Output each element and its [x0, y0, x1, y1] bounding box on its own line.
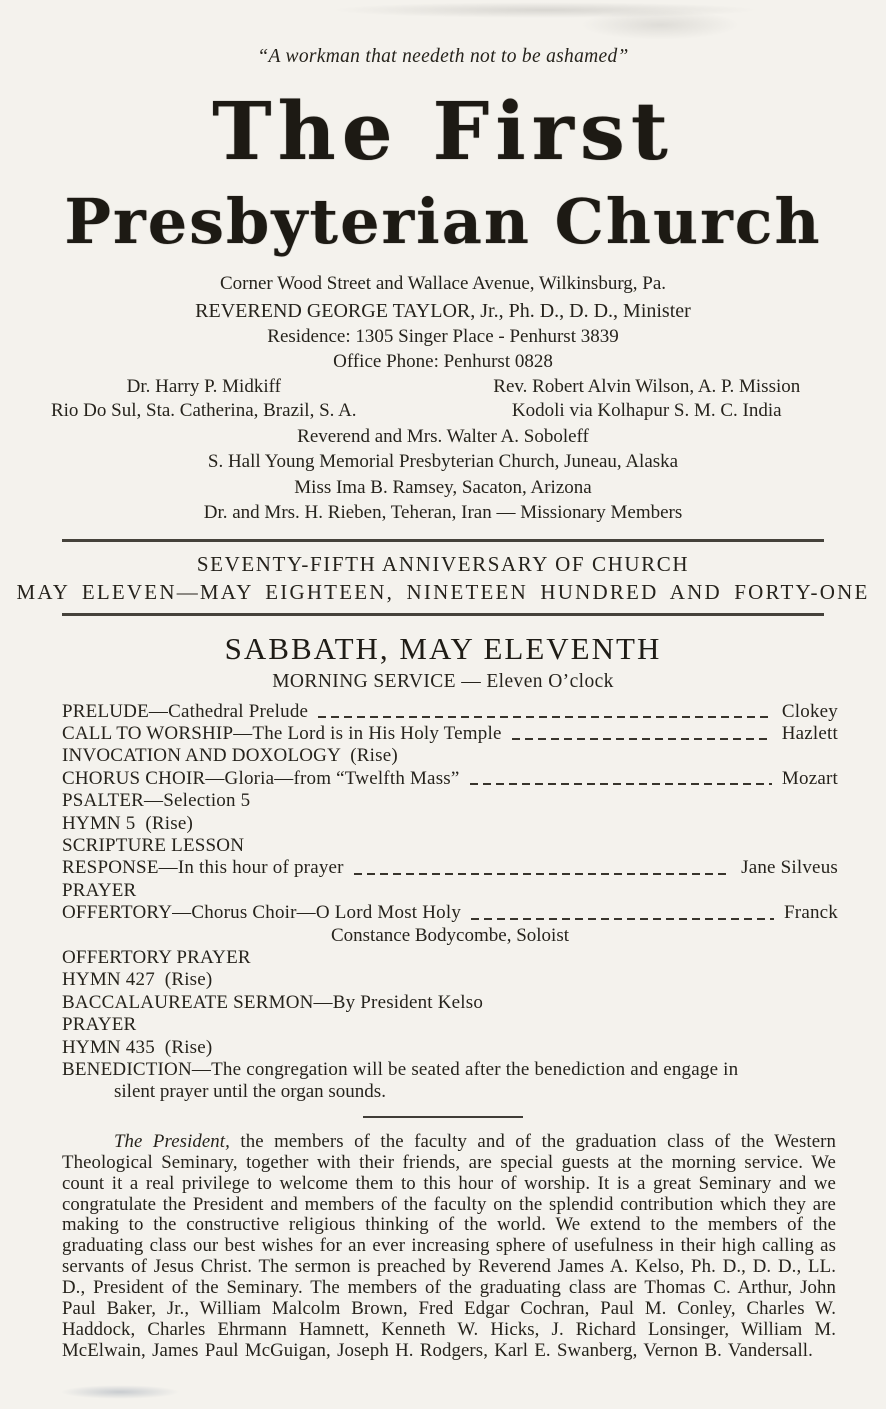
missionary-line: Dr. and Mrs. H. Rieben, Teheran, Iran — Missionary Members [203, 502, 683, 523]
horizontal-rule-top [62, 539, 824, 542]
service-item-label: HYMN 435 (Rise) [62, 1036, 213, 1058]
service-item-label: OFFERTORY PRAYER [62, 946, 251, 968]
dashed-leader [470, 783, 772, 785]
service-item-label: PRAYER [62, 1014, 137, 1036]
missionary-name: Dr. Harry P. Midkiff [126, 375, 281, 397]
service-item-credit: Hazlett [781, 722, 838, 744]
dashed-leader [512, 738, 772, 740]
missionary-columns [0, 375, 886, 424]
church-info [0, 271, 886, 374]
service-item [62, 1014, 838, 1036]
office-phone-line: Office Phone: Penhurst 0828 [333, 350, 553, 372]
anniversary-banner [0, 551, 886, 607]
service-item-label: PRAYER [62, 879, 137, 901]
benediction-wrap-line: silent prayer until the organ sounds. [114, 1081, 386, 1103]
anniversary-line2: MAY ELEVEN—MAY EIGHTEEN, NINETEEN HUNDRED AND FORTY-ONE [16, 579, 870, 604]
section-divider [363, 1116, 523, 1118]
dashed-leader [354, 873, 731, 875]
service-item [62, 1037, 838, 1059]
missionary-line: Reverend and Mrs. Walter A. Soboleff [297, 425, 589, 447]
service-item-label: RESPONSE—In this hour of prayer [62, 857, 344, 879]
missionary-name: Rev. Robert Alvin Wilson, A. P. Mission [493, 375, 801, 397]
minister-line: REVEREND GEORGE TAYLOR, Jr., Ph. D., D. D., Minister [195, 299, 691, 322]
missionary-line: S. Hall Young Memorial Presbyterian Church, Juneau, Alaska [207, 451, 679, 472]
service-item [62, 835, 838, 857]
service-item-label: HYMN 427 (Rise) [62, 969, 213, 991]
service-item [62, 790, 838, 812]
service-item-label: OFFERTORY—Chorus Choir—O Lord Most Holy [62, 902, 462, 924]
service-item [62, 745, 838, 767]
service-item [62, 768, 838, 790]
service-item-credit: Franck [784, 902, 838, 924]
dashed-leader [318, 716, 772, 718]
missionary-centered-list [0, 424, 886, 526]
service-day-heading: SABBATH, MAY ELEVENTH [224, 630, 662, 666]
service-item [62, 992, 838, 1014]
announcement-body: the members of the faculty and of the graduation class of the Western Theological Seminary, together with their friends, are special guests at the morning service. We count it a real privilege to welcome them to this hour of worship. It is a great Seminary and we congratulate the President and members of the faculty on the splendid contribution which they are making to the constructive religious thinking of the world. We extend to the members of the graduating class our best wishes for an ever increasing sphere of usefulness in their high calling as servants of Jesus Christ. The sermon is preached by Reverend James A. Kelso, Ph. D., D. D., LL. D., President of the Seminary. The members of the graduating class are Thomas C. Arthur, John Paul Baker, Jr., William Malcolm Brown, Fred Edgar Cochran, Paul M. Conley, Charles W. Haddock, Charles Ehrmann Hamnett, Kenneth W. Hicks, J. Richard Lonsinger, William M. McElwain, James Paul McGuigan, Joseph H. Rodgers, Karl E. Swanberg, Vernon B. Vandersall. [62, 1130, 837, 1361]
service-item-label: SCRIPTURE LESSON [62, 834, 245, 856]
service-item [62, 1059, 838, 1081]
soloist-line: Constance Bodycombe, Soloist [330, 924, 569, 946]
service-item-label: BENEDICTION—The congregation will be seated after the benediction and engage in [62, 1059, 739, 1080]
missionary-column-left [0, 375, 408, 424]
service-item-credit: Mozart [781, 767, 838, 789]
motto-quote: “A workman that needeth not to be ashamed” [257, 46, 629, 67]
scan-smudge [60, 1385, 180, 1399]
service-item-label: BACCALAUREATE SERMON—By President Kelso [62, 991, 484, 1013]
service-item [62, 969, 838, 991]
service-item [62, 723, 838, 745]
service-item-label: CALL TO WORSHIP—The Lord is in His Holy Temple [62, 722, 502, 744]
anniversary-line1: SEVENTY-FIFTH ANNIVERSARY OF CHURCH [196, 551, 690, 576]
service-item [62, 880, 838, 902]
service-item [62, 902, 838, 924]
dashed-leader [471, 918, 774, 920]
missionary-line: Miss Ima B. Ramsey, Sacaton, Arizona [294, 476, 592, 498]
service-item [62, 857, 838, 879]
missionary-column-right [408, 375, 886, 424]
service-item-label: HYMN 5 (Rise) [62, 812, 194, 834]
order-of-service [62, 701, 838, 1104]
church-title-line2: Presbyterian Church [64, 184, 822, 258]
service-item-label: CHORUS CHOIR—Gloria—from “Twelfth Mass” [62, 767, 460, 789]
announcement-paragraph [62, 1132, 836, 1362]
service-time-subheading: MORNING SERVICE — Eleven O’clock [272, 670, 614, 692]
service-item [62, 947, 838, 969]
service-item-credit: Jane Silveus [741, 857, 838, 879]
service-item-credit: Clokey [781, 700, 838, 722]
church-address: Corner Wood Street and Wallace Avenue, Wilkinsburg, Pa. [219, 272, 667, 294]
horizontal-rule-bottom [62, 613, 824, 616]
service-item [62, 813, 838, 835]
service-item [62, 701, 838, 723]
residence-line: Residence: 1305 Singer Place - Penhurst 3839 [267, 325, 619, 347]
service-item-label: PSALTER—Selection 5 [62, 790, 251, 812]
service-item-label: INVOCATION AND DOXOLOGY (Rise) [62, 745, 398, 767]
church-title-line1: The First [212, 83, 674, 178]
service-item-label: PRELUDE—Cathedral Prelude [62, 700, 309, 722]
announcement-lead: The President, [114, 1130, 230, 1152]
missionary-location: Rio Do Sul, Sta. Catherina, Brazil, S. A. [50, 400, 357, 421]
missionary-location: Kodoli via Kolhapur S. M. C. India [511, 400, 782, 421]
